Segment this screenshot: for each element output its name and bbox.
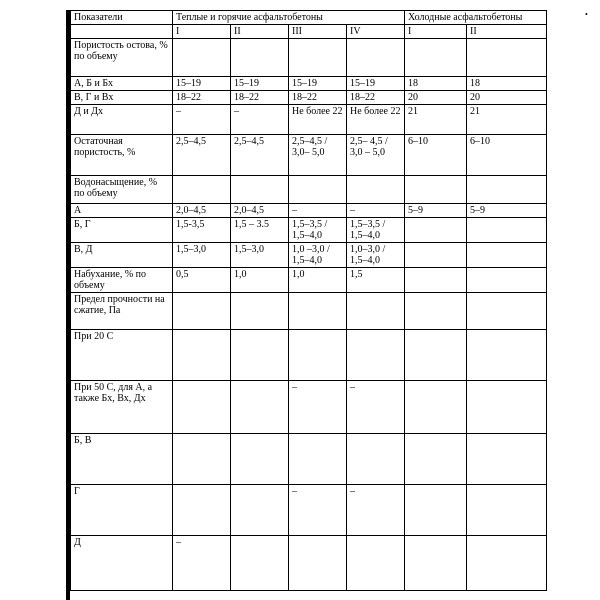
table-cell: 2,5–4,5	[231, 135, 289, 176]
table-row	[71, 330, 547, 381]
row-label: При 50 С, для А, а также Бх, Вх, Дх	[71, 381, 173, 434]
table-cell	[405, 39, 467, 77]
table-cell: 1,5–3,5 / 1,5–4,0	[347, 218, 405, 243]
table-cell	[347, 293, 405, 330]
table-cell	[231, 176, 289, 204]
row-label: Г	[71, 485, 173, 536]
table-cell: –	[347, 204, 405, 218]
row-label: Предел прочности на сжатие, Па	[71, 293, 173, 330]
table-cell	[173, 293, 231, 330]
table-row	[71, 176, 547, 204]
table-cell: 1,5 – 3.5	[231, 218, 289, 243]
table-cell	[467, 485, 547, 536]
row-label: В, Г и Вх	[71, 91, 173, 105]
table-cell: 2,5–4,5 / 3,0– 5,0	[289, 135, 347, 176]
table-cell	[173, 330, 231, 381]
table-cell	[173, 381, 231, 434]
row-label: Д	[71, 536, 173, 591]
table-cell: –	[289, 381, 347, 434]
row-label: В, Д	[71, 243, 173, 268]
table-cell: 1,5–3,5 / 1,5–4,0	[289, 218, 347, 243]
table-row	[71, 485, 547, 536]
table-cell: 18–22	[231, 91, 289, 105]
table-cell: –	[231, 105, 289, 135]
corner-mark: •	[585, 10, 588, 19]
subtype-header: II	[467, 25, 547, 39]
table-row	[71, 268, 547, 293]
table-cell: 6–10	[467, 135, 547, 176]
table-row	[71, 105, 547, 135]
table-cell	[289, 330, 347, 381]
table-cell: –	[289, 204, 347, 218]
row-label: Пористость остова, % по объему	[71, 39, 173, 77]
row-label: Набухание, % по объему	[71, 268, 173, 293]
table-row	[71, 91, 547, 105]
table-row	[71, 243, 547, 268]
table-cell: 21	[405, 105, 467, 135]
table-cell: 2,5–4,5	[173, 135, 231, 176]
table-cell	[231, 434, 289, 485]
table-cell: 15–19	[173, 77, 231, 91]
table-cell: 1,0–3,0 / 1,5–4,0	[347, 243, 405, 268]
table-cell	[289, 434, 347, 485]
asphalt-properties-table	[70, 10, 547, 591]
table-row	[71, 39, 547, 77]
table-cell: 1,0 –3,0 / 1,5–4,0	[289, 243, 347, 268]
table-cell	[405, 218, 467, 243]
subtype-header: I	[173, 25, 231, 39]
table-row	[71, 293, 547, 330]
table-cell	[467, 381, 547, 434]
header-subtypes-blank	[71, 25, 173, 39]
table-cell	[405, 268, 467, 293]
table-cell	[231, 293, 289, 330]
row-label: Б, В	[71, 434, 173, 485]
table-cell	[467, 268, 547, 293]
table-cell	[231, 39, 289, 77]
row-label: Остаточная пористость, %	[71, 135, 173, 176]
table-cell: 18–22	[289, 91, 347, 105]
table-cell	[173, 434, 231, 485]
table-cell	[289, 39, 347, 77]
header-cold: Холодные асфальтобетоны	[405, 11, 547, 25]
table-cell: 18–22	[173, 91, 231, 105]
table-cell: Не более 22	[289, 105, 347, 135]
table-cell	[231, 485, 289, 536]
table-cell	[289, 293, 347, 330]
table-cell: 1,0	[231, 268, 289, 293]
table-row	[71, 135, 547, 176]
table-row	[71, 434, 547, 485]
table-cell	[467, 434, 547, 485]
table-cell: 1,5-3,5	[173, 218, 231, 243]
table-cell: –	[347, 485, 405, 536]
table-cell	[405, 293, 467, 330]
table-cell	[347, 536, 405, 591]
table-cell	[405, 434, 467, 485]
table-cell: 18	[405, 77, 467, 91]
table-cell: 21	[467, 105, 547, 135]
row-label: Б, Г	[71, 218, 173, 243]
table-cell: 18	[467, 77, 547, 91]
table-cell	[405, 536, 467, 591]
subtype-header: II	[231, 25, 289, 39]
table-cell: 6–10	[405, 135, 467, 176]
table-cell: 15–19	[347, 77, 405, 91]
table-cell	[467, 243, 547, 268]
table-cell: 15–19	[231, 77, 289, 91]
table-cell: –	[347, 381, 405, 434]
header-warm-hot: Теплые и горячие асфальтобетоны	[173, 11, 405, 25]
table-cell: Не более 22	[347, 105, 405, 135]
table-cell: 1,5–3,0	[231, 243, 289, 268]
table-cell	[347, 39, 405, 77]
table-row	[71, 204, 547, 218]
table-cell	[347, 176, 405, 204]
table-row	[71, 77, 547, 91]
table-cell	[173, 39, 231, 77]
table-cell	[405, 381, 467, 434]
row-label: Водонасыщение, % по объему	[71, 176, 173, 204]
row-label: А	[71, 204, 173, 218]
table-cell	[405, 485, 467, 536]
row-label: При 20 С	[71, 330, 173, 381]
table-cell: 20	[405, 91, 467, 105]
table-row	[71, 536, 547, 591]
table-cell: 15–19	[289, 77, 347, 91]
table-cell	[467, 293, 547, 330]
table-cell	[347, 434, 405, 485]
table-cell	[467, 218, 547, 243]
table-cell: 1,5	[347, 268, 405, 293]
row-label: Д и Дх	[71, 105, 173, 135]
table-cell	[347, 330, 405, 381]
table-cell	[231, 536, 289, 591]
table-cell	[467, 176, 547, 204]
table-cell	[231, 330, 289, 381]
table-cell: 18–22	[347, 91, 405, 105]
table-cell: –	[173, 536, 231, 591]
table-cell: 0,5	[173, 268, 231, 293]
table-cell: 1,5–3,0	[173, 243, 231, 268]
row-label: А, Б и Бх	[71, 77, 173, 91]
table-cell	[405, 176, 467, 204]
table-cell	[231, 381, 289, 434]
table-cell	[173, 176, 231, 204]
table-row	[71, 381, 547, 434]
table-cell: 20	[467, 91, 547, 105]
header-indicator: Показатели	[71, 11, 173, 25]
table-cell: –	[289, 485, 347, 536]
table-cell: –	[173, 105, 231, 135]
table-cell: 1,0	[289, 268, 347, 293]
table-row	[71, 218, 547, 243]
table-cell: 2,0–4,5	[231, 204, 289, 218]
table-cell: 5–9	[405, 204, 467, 218]
table-cell	[405, 330, 467, 381]
table-cell	[467, 536, 547, 591]
table-cell	[467, 330, 547, 381]
table-cell: 5–9	[467, 204, 547, 218]
table-cell	[173, 485, 231, 536]
table-cell	[289, 536, 347, 591]
subtype-header: I	[405, 25, 467, 39]
subtype-header: IV	[347, 25, 405, 39]
table-cell: 2,0–4,5	[173, 204, 231, 218]
table-cell	[289, 176, 347, 204]
table-cell	[467, 39, 547, 77]
table-cell	[405, 243, 467, 268]
table-cell: 2,5– 4,5 / 3,0 – 5,0	[347, 135, 405, 176]
subtype-header: III	[289, 25, 347, 39]
